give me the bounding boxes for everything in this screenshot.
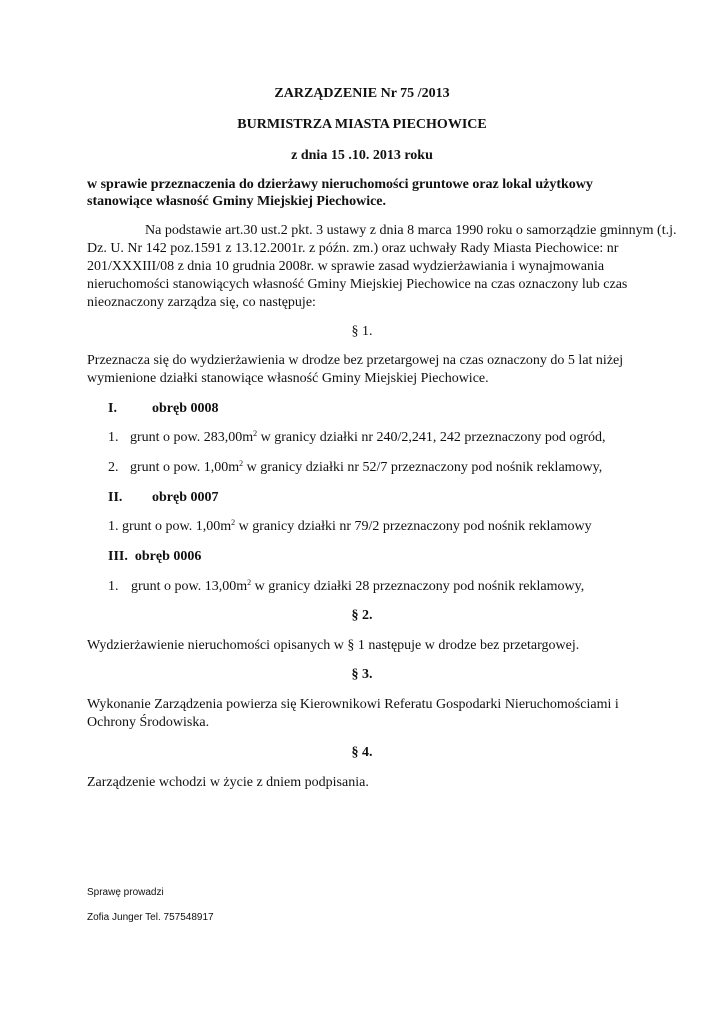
preamble-line-4: nieruchomości stanowiących własność Gminy Miejskiej Piechowice na czas oznaczony lub czas (87, 277, 628, 292)
section-3-heading: § 3. (351, 667, 373, 682)
section-1-intro-line-1: Przeznacza się do wydzierżawienia w drodze bez przetargowej na czas oznaczony do 5 lat niżej (87, 353, 624, 368)
section-3-line-1: Wykonanie Zarządzenia powierza się Kierownikowi Referatu Gospodarki Nieruchomościami i (87, 697, 619, 712)
list-item-number: 1. (108, 579, 119, 594)
section-1-heading: § 1. (351, 324, 373, 339)
preamble-line-5: nieoznaczony zarządza się, co następuje: (87, 295, 316, 310)
list-item-text: grunt o pow. $1,00m^2$ w granicy działki nr 52/7 przeznaczony pod nośnik reklamowy, (130, 459, 603, 475)
list-item-number: 1. (108, 430, 119, 445)
preamble-line-1: Na podstawie art.30 ust.2 pkt. 3 ustawy z dnia 8 marca 1990 roku o samorządzie gminnym (t.j. (145, 223, 677, 238)
preamble-line-3: 201/XXXIII/08 z dnia 10 grudnia 2008r. w sprawie zasad wydzierżawiania i wynajmowania (87, 259, 605, 274)
section-2-text: Wydzierżawienie nieruchomości opisanych w § 1 następuje w drodze bez przetargowej. (87, 638, 580, 653)
date-line: z dnia 15 .10. 2013 roku (291, 148, 433, 163)
list-item-text: grunt o pow. $283,00m^2$ w granicy działki nr 240/2,241, 242 przeznaczony pod ogród, (130, 429, 606, 445)
section-2-heading: § 2. (351, 608, 373, 623)
section-4-text: Zarządzenie wchodzi w życie z dniem podpisania. (87, 775, 369, 790)
list-item-text: 1. grunt o pow. $1,00m^2$ w granicy działki nr 79/2 przeznaczony pod nośnik reklamowy (108, 518, 592, 534)
section-1-intro-line-2: wymienione działki stanowiące własność Gminy Miejskiej Piechowice. (87, 371, 489, 386)
group-numeral: II. (108, 490, 123, 505)
footer-contact: Zofia Junger Tel. 757548917 (87, 912, 214, 923)
list-item-text: grunt o pow. $13,00m^2$ w granicy działki 28 przeznaczony pod nośnik reklamowy, (131, 578, 585, 594)
footer-label: Sprawę prowadzi (87, 887, 164, 898)
group-label: obręb 0008 (152, 401, 219, 416)
group-heading: III. obręb 0006 (108, 549, 202, 564)
list-item-number: 2. (108, 460, 119, 475)
subject-line-1: w sprawie przeznaczenia do dzierżawy nieruchomości gruntowe oraz lokal użytkowy (87, 177, 593, 192)
issuer-line: BURMISTRZA MIASTA PIECHOWICE (237, 117, 487, 132)
group-numeral: I. (108, 401, 117, 416)
section-4-heading: § 4. (351, 745, 373, 760)
preamble-line-2: Dz. U. Nr 142 poz.1591 z 13.12.2001r. z późn. zm.) oraz uchwały Rady Miasta Piechowice: nr (87, 241, 619, 256)
subject-line-2: stanowiące własność Gminy Miejskiej Piechowice. (87, 194, 387, 209)
group-label: obręb 0007 (152, 490, 219, 505)
section-3-line-2: Ochrony Środowiska. (87, 715, 210, 730)
document-title: ZARZĄDZENIE Nr 75 /2013 (274, 86, 450, 101)
